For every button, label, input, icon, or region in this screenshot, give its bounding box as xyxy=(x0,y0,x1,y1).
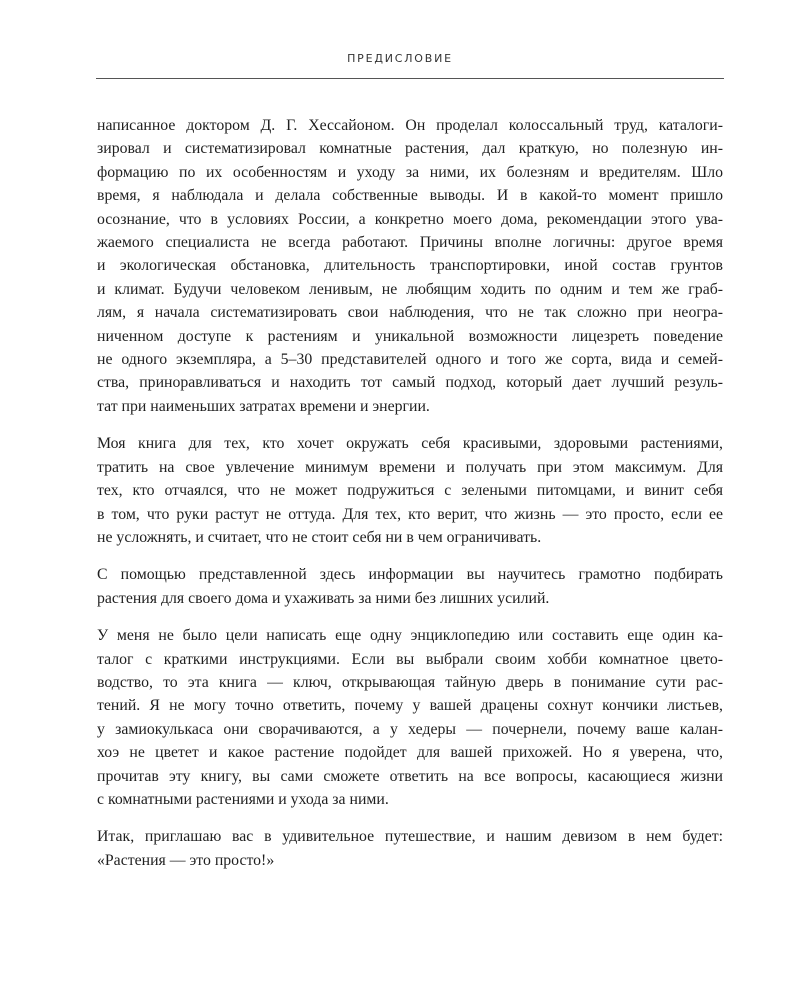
text-line: не усложнять, и считает, что не стоит себя ни в чем ограничивать. xyxy=(97,528,542,546)
text-line: в том, что руки растут не оттуда. Для тех, кто верит, что жизнь — это просто, если ее xyxy=(97,505,723,523)
running-header-title: ПРЕДИСЛОВИЕ xyxy=(347,52,453,65)
text-line: зировал и систематизировал комнатные растения, дал краткую, но полезную ин- xyxy=(97,140,723,158)
text-line: тратить на свое увлечение минимум времени и получать при этом максимум. Для xyxy=(97,458,723,476)
text-line: тат при наименьших затратах времени и энергии. xyxy=(97,397,430,415)
paragraph-5 xyxy=(97,825,723,872)
text-line: растения для своего дома и ухаживать за ними без лишних усилий. xyxy=(97,589,550,607)
text-line: время, я наблюдала и делала собственные выводы. И в какой-то момент пришло xyxy=(97,187,723,205)
text-line: талог с краткими инструкциями. Если вы выбрали своим хобби комнатное цвето- xyxy=(97,650,723,668)
text-line: и климат. Будучи человеком ленивым, не любящим ходить по одним и тем же граб- xyxy=(97,280,723,298)
text-line: хоэ не цветет и какое растение подойдет для вашей прихожей. Но я уверена, что, xyxy=(97,744,723,762)
text-line: «Растения — это просто!» xyxy=(97,851,275,869)
paragraph-1 xyxy=(97,114,723,418)
text-line: с комнатными растениями и ухода за ними. xyxy=(97,790,389,808)
text-line: ниченном доступе к растениям и уникальной возможности лицезреть поведение xyxy=(97,327,723,345)
text-line: прочитав эту книгу, вы сами сможете ответить на все вопросы, касающиеся жизни xyxy=(97,767,723,785)
text-line: осознание, что в условиях России, а конкретно моего дома, рекомендации этого ува- xyxy=(97,210,723,228)
text-line: лям, я начала систематизировать свои наблюдения, что не так сложно при неогра- xyxy=(97,304,723,322)
text-line: ства, приноравливаться и находить тот самый подход, который дает лучший резуль- xyxy=(97,374,723,392)
text-line: С помощью представленной здесь информации вы научитесь грамотно подбирать xyxy=(97,566,723,584)
text-line: У меня не было цели написать еще одну энциклопедию или составить еще один ка- xyxy=(97,627,723,645)
paragraph-2 xyxy=(97,432,723,549)
text-line: тений. Я не могу точно ответить, почему у вашей драцены сохнут кончики листьев, xyxy=(97,697,723,715)
text-line: у замиокулькаса они сворачиваются, а у хедеры — почернели, почему ваше калан- xyxy=(97,720,723,738)
text-line: не одного экземпляра, а 5–30 представителей одного и того же сорта, вида и семей- xyxy=(97,351,723,369)
header-divider xyxy=(96,78,724,79)
text-line: и экологическая обстановка, длительность транспортировки, иной состав грунтов xyxy=(97,257,723,275)
body-text xyxy=(97,114,723,886)
text-line: тех, кто отчаялся, что не может подружиться с зелеными питомцами, и винит себя xyxy=(97,482,723,500)
text-line: написанное доктором Д. Г. Хессайоном. Он проделал колоссальный труд, каталоги- xyxy=(97,117,723,134)
text-line: Моя книга для тех, кто хочет окружать себя красивыми, здоровыми растениями, xyxy=(97,435,723,453)
text-line: формацию по их особенностям и уходу за ними, их болезням и вредителям. Шло xyxy=(97,163,723,181)
text-line: жаемого специалиста не всегда работают. Причины вполне логичны: другое время xyxy=(97,234,723,252)
paragraph-3 xyxy=(97,563,723,610)
paragraph-4 xyxy=(97,624,723,811)
text-line: водство, то эта книга — ключ, открывающая тайную дверь в понимание сути рас- xyxy=(97,673,723,691)
text-line: Итак, приглашаю вас в удивительное путешествие, и нашим девизом в нем будет: xyxy=(97,828,723,846)
